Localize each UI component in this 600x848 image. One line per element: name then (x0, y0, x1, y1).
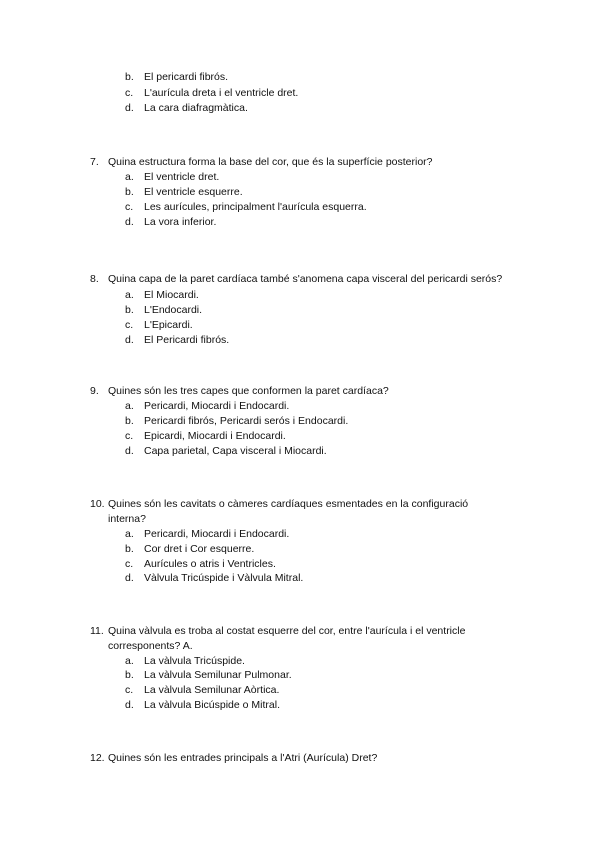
option-letter: b. (125, 304, 134, 316)
option-text: La cara diafragmàtica. (144, 102, 248, 114)
question-text-continued: corresponents? A. (108, 640, 193, 652)
option-letter: a. (125, 289, 134, 301)
option-letter: c. (125, 684, 134, 696)
question-text: Quines són les entrades principals a l'Atri (Aurícula) Dret? (108, 752, 378, 764)
option-text: Pericardi, Miocardi i Endocardi. (144, 528, 290, 540)
option-letter: d. (125, 572, 134, 584)
option-text: El pericardi fibrós. (144, 71, 229, 83)
option-text: Vàlvula Tricúspide i Vàlvula Mitral. (144, 572, 304, 584)
option-text: Pericardi, Miocardi i Endocardi. (144, 400, 290, 412)
question-number: 11. (90, 625, 104, 637)
option-text: Epicardi, Miocardi i Endocardi. (144, 430, 286, 442)
option-letter: a. (125, 655, 134, 667)
option-letter: c. (125, 430, 134, 442)
option-text: Les aurícules, principalment l'aurícula esquerra. (144, 201, 367, 213)
option-letter: c. (125, 319, 134, 331)
option-text: La vàlvula Semilunar Pulmonar. (144, 669, 292, 681)
option-text: El Miocardi. (144, 289, 199, 301)
question-text: Quina estructura forma la base del cor, que és la superfície posterior? (108, 156, 433, 168)
question-number: 9. (90, 385, 99, 397)
option-text: La vàlvula Semilunar Aòrtica. (144, 684, 280, 696)
option-letter: b. (125, 543, 134, 555)
option-letter: c. (125, 201, 134, 213)
question-text: Quines són les cavitats o càmeres cardíaques esmentades en la configuració (108, 498, 469, 510)
question-text: Quina vàlvula es troba al costat esquerre del cor, entre l'aurícula i el ventricle (108, 625, 466, 637)
question-number: 8. (90, 273, 99, 285)
question-number: 12. (90, 752, 105, 764)
option-letter: d. (125, 216, 134, 228)
option-text: La vora inferior. (144, 216, 217, 228)
option-letter: d. (125, 699, 134, 711)
option-text: El ventricle dret. (144, 171, 220, 183)
option-letter: d. (125, 334, 134, 346)
question-text: Quina capa de la paret cardíaca també s'anomena capa visceral del pericardi serós? (108, 273, 503, 285)
option-text: L'Epicardi. (144, 319, 193, 331)
option-letter: b. (125, 669, 134, 681)
option-text: Aurícules o atris i Ventricles. (144, 558, 276, 570)
option-text: L'aurícula dreta i el ventricle dret. (144, 87, 299, 99)
option-letter: b. (125, 71, 134, 83)
option-text: Cor dret i Cor esquerre. (144, 543, 255, 555)
option-text: L'Endocardi. (144, 304, 203, 316)
question-number: 7. (90, 156, 99, 168)
option-letter: a. (125, 171, 134, 183)
option-text: El ventricle esquerre. (144, 186, 243, 198)
question-number: 10. (90, 498, 105, 510)
option-letter: c. (125, 87, 134, 99)
question-text: Quines són les tres capes que conformen la paret cardíaca? (108, 385, 389, 397)
option-letter: b. (125, 186, 134, 198)
option-text: Pericardi fibrós, Pericardi serós i Endocardi. (144, 415, 349, 427)
option-letter: a. (125, 528, 134, 540)
option-text: La vàlvula Bicúspide o Mitral. (144, 699, 280, 711)
option-letter: d. (125, 102, 134, 114)
option-letter: c. (125, 558, 134, 570)
option-text: El Pericardi fibrós. (144, 334, 230, 346)
option-letter: d. (125, 445, 134, 457)
option-text: La vàlvula Tricúspide. (144, 655, 245, 667)
option-letter: b. (125, 415, 134, 427)
question-text-continued: interna? (108, 513, 146, 525)
option-text: Capa parietal, Capa visceral i Miocardi. (144, 445, 327, 457)
option-letter: a. (125, 400, 134, 412)
